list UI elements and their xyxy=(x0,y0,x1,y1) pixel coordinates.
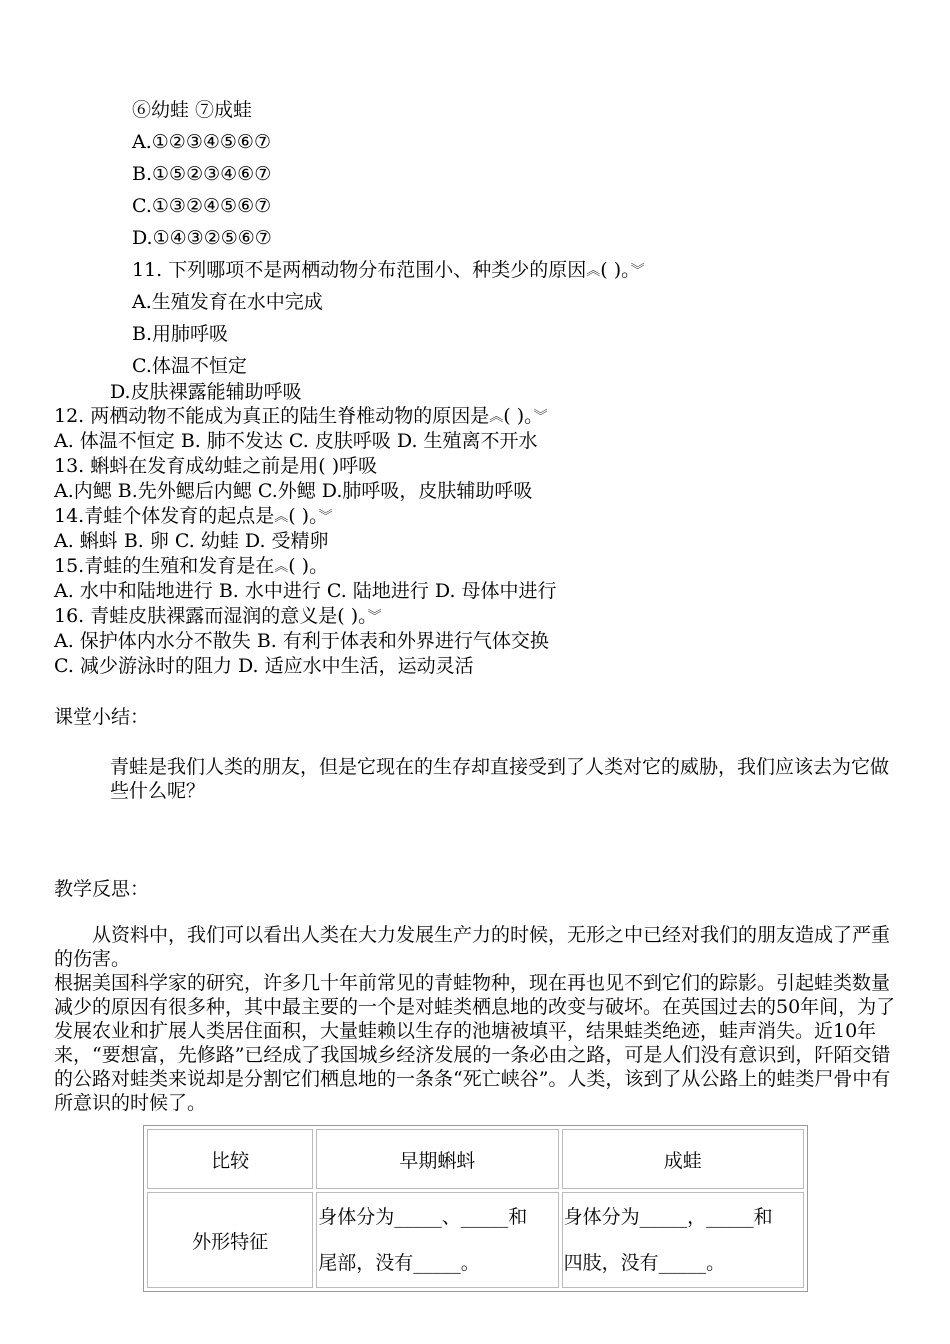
tadpole-line-2: 尾部，没有_____。 xyxy=(318,1252,480,1274)
q14-question xyxy=(54,504,333,529)
up-mark: ︽ xyxy=(586,263,601,279)
comparison-table xyxy=(143,1125,808,1292)
q16-question xyxy=(54,604,382,629)
q14-text: 14.青蛙个体发育的起点是 xyxy=(54,505,275,527)
q11-text: 11. 下列哪项不是两栖动物分布范围小、种类少的原因 xyxy=(132,259,587,281)
q13-question: 13. 蝌蚪在发育成幼蛙之前是用( )呼吸 xyxy=(54,455,378,477)
q11-question xyxy=(132,258,645,283)
q10-option-d: D.①④③②⑤⑥⑦ xyxy=(132,227,272,249)
reflection-para-2: 根据美国科学家的研究，许多几十年前常见的青蛙物种，现在再也见不到它们的踪影。引起蛙类数量减少的原因有很多种，其中最主要的一个是对蛙类栖息地的改变与破坏。在英国过去的50年间，为了发展农业和扩展人类居住面积，大量蛙赖以生存的池塘被填平，结果蛙类绝迹，蛙声消失。近10年来，“要想富，先修路”已经成了我国城乡经济发展的一条必由之路，可是人们没有意识到，阡陌交错的公路对蛙类来说却是分割它们栖息地的一条条“死亡峡谷”。人类，该到了从公路上的蛙类尸骨中有所意识的时候了。 xyxy=(54,972,896,1114)
summary-heading: 课堂小结： xyxy=(54,706,150,728)
up-mark: ︽ xyxy=(274,559,289,575)
q11-option-b: B.用肺呼吸 xyxy=(132,323,229,345)
frog-line-2: 四肢，没有_____。 xyxy=(563,1252,726,1274)
tadpole-line-1: 身体分为_____、_____和 xyxy=(318,1206,528,1228)
frog-cell xyxy=(562,1192,804,1288)
q15-text: 15.青蛙的生殖和发育是在 xyxy=(54,555,275,577)
q11-option-d: D.皮肤裸露能辅助呼吸 xyxy=(110,381,302,403)
q13-options: A.内鳃 B.先外鳃后内鳃 C.外鳃 D.肺呼吸，皮肤辅助呼吸 xyxy=(54,480,533,502)
q14-options: A. 蝌蚪 B. 卵 C. 幼蛙 D. 受精卵 xyxy=(54,530,329,552)
q16-options-ab: A. 保护体内水分不散失 B. 有利于体表和外界进行气体交换 xyxy=(54,630,549,652)
q16-options-cd: C. 减少游泳时的阻力 D. 适应水中生活，运动灵活 xyxy=(54,655,474,677)
reflection-para-1: 从资料中，我们可以看出人类在大力发展生产力的时候，无形之中已经对我们的朋友造成了严重的伤害。 xyxy=(54,924,891,970)
up-mark: ︽ xyxy=(489,409,504,425)
header-frog: 成蛙 xyxy=(562,1129,804,1189)
q11-option-c: C.体温不恒定 xyxy=(132,355,247,377)
q12-options: A. 体温不恒定 B. 肺不发达 C. 皮肤呼吸 D. 生殖离不开水 xyxy=(54,430,538,452)
q12-paren: ( )。 xyxy=(503,405,534,427)
header-tadpole: 早期蝌蚪 xyxy=(316,1129,558,1189)
up-mark: ︽ xyxy=(274,509,289,525)
header-compare: 比较 xyxy=(147,1129,313,1189)
down-mark: ︾ xyxy=(630,263,645,279)
q15-paren: ( )。 xyxy=(288,555,329,577)
q14-paren: ( )。 xyxy=(288,505,319,527)
table-header-row xyxy=(147,1129,804,1189)
q12-question xyxy=(54,404,548,429)
summary-text: 青蛙是我们人类的朋友，但是它现在的生存却直接受到了人类对它的威胁，我们应该去为它做些什么呢？ xyxy=(110,756,890,802)
q12-text: 12. 两栖动物不能成为真正的陆生脊椎动物的原因是 xyxy=(54,405,490,427)
tadpole-cell xyxy=(316,1192,558,1288)
reflection-heading: 教学反思： xyxy=(54,878,150,900)
q10-option-c: C.①③②④⑤⑥⑦ xyxy=(132,195,272,217)
q15-question xyxy=(54,554,328,579)
q10-option-b: B.①⑤②③④⑥⑦ xyxy=(132,163,272,185)
q11-paren: ( )。 xyxy=(600,259,631,281)
down-mark: ︾ xyxy=(533,409,548,425)
q16-text: 16. 青蛙皮肤裸露而湿润的意义是( )。 xyxy=(54,605,368,627)
down-mark: ︾ xyxy=(318,509,333,525)
q10-option-a: A.①②③④⑤⑥⑦ xyxy=(132,131,271,153)
q15-options: A. 水中和陆地进行 B. 水中进行 C. 陆地进行 D. 母体中进行 xyxy=(54,580,557,602)
table-row xyxy=(147,1192,804,1288)
down-mark: ︾ xyxy=(367,609,382,625)
frog-line-1: 身体分为_____，_____和 xyxy=(563,1206,773,1228)
q10-tail: ⑥幼蛙 ⑦成蛙 xyxy=(132,99,253,121)
row-label: 外形特征 xyxy=(147,1192,313,1288)
q11-option-a: A.生殖发育在水中完成 xyxy=(132,291,323,313)
